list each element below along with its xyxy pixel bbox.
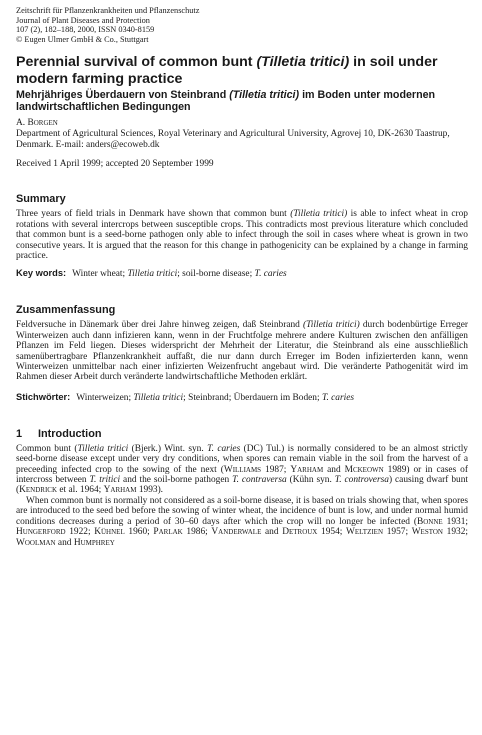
introduction-paragraph-1 (16, 444, 468, 496)
stichwort-3: ; Steinbrand; Überdauern im Boden; (183, 392, 322, 403)
title-text-end: in soil under modern farming practice (16, 54, 438, 87)
zusammenfassung-heading: Zusammenfassung (16, 304, 116, 317)
section-title: Introduction (38, 427, 102, 440)
intro-citation: Yarham (290, 464, 324, 475)
intro-text: and (55, 537, 74, 548)
article-subtitle (16, 89, 468, 113)
intro-text: (DC) Tul.) is normally considered to be an almost strictly seed-borne disease except under very dry conditions, when spores can remain viable in the soil from the harvest of a preceeding infected crop to the sowing of the next ( (16, 443, 468, 475)
intro-text: and (261, 527, 283, 538)
received-dates: Received 1 April 1999; accepted 20 September 1999 (16, 158, 214, 169)
intro-citation: Hungerford (16, 527, 66, 538)
section-number: 1 (16, 427, 23, 440)
intro-citation: Woolman (16, 537, 56, 548)
journal-masthead (16, 6, 468, 44)
subtitle-text: Mehrjähriges Überdauern von Steinbrand (16, 88, 230, 101)
intro-text: 1986; (182, 527, 212, 538)
intro-text: 1957; (383, 527, 412, 538)
stichwort-4: T. caries (321, 392, 355, 403)
intro-text: 1932; (442, 527, 468, 538)
intro-citation: Detroux (282, 527, 318, 538)
title-text: Perennial survival of common bunt (16, 54, 257, 71)
introduction-paragraph-2 (16, 496, 468, 548)
intro-citation: Yarham (103, 485, 137, 496)
intro-citation: Williams (223, 464, 262, 475)
summary-paragraph (16, 209, 468, 261)
author-affiliation: Department of Agricultural Sciences, Royal Veterinary and Agricultural University, Agrovej 10, DK-2630 Taastrup, Denmark. E-mail: anders@ecoweb.dk (16, 128, 450, 150)
stichwoerter-label: Stichwörter: (16, 391, 71, 402)
intro-text: and (323, 464, 345, 475)
stichwort-2: Tilletia tritici (133, 392, 184, 403)
intro-text: 1993). (136, 485, 164, 496)
intro-species: T. caries (207, 443, 241, 454)
intro-citation: Mckeown (344, 464, 384, 475)
intro-text: ) causing dwarf bunt ( (16, 475, 468, 496)
intro-species: T. controversa (334, 475, 389, 486)
keyword-1: Winter wheat; (72, 269, 128, 280)
intro-species: T. contraversa (232, 475, 287, 486)
author-block (16, 118, 468, 150)
subtitle-text-end: im Boden unter modernen landwirtschaftlichen Bedingungen (16, 88, 436, 113)
keyword-3: ; soil-borne disease; (177, 269, 255, 280)
author-surname: Borgen (27, 118, 58, 129)
summary-species: (Tilletia tritici) (290, 209, 348, 220)
summary-heading: Summary (16, 193, 66, 206)
journal-volume-info: 107 (2), 182–188, 2000, ISSN 0340-8159 (16, 25, 155, 35)
article-title (16, 54, 468, 86)
title-species: (Tilletia tritici) (256, 54, 350, 71)
intro-species: T. tritici (89, 475, 121, 486)
article-page (16, 6, 468, 548)
intro-text: 1987; (261, 464, 291, 475)
intro-citation: Bonne (417, 516, 443, 527)
intro-text: Common bunt ( (16, 443, 78, 454)
zusammenfassung-paragraph (16, 320, 468, 382)
stichwort-1: Winterweizen; (76, 392, 134, 403)
intro-citation: Kühnel (94, 527, 125, 538)
intro-text: 1960; (124, 527, 154, 538)
intro-text: and the soil-borne pathogen (120, 475, 233, 486)
keyword-2: Tilletia tritici (127, 269, 178, 280)
journal-name-english: Journal of Plant Diseases and Protection (16, 15, 150, 25)
keywords-label: Key words: (16, 268, 67, 279)
zusammenfassung-text-rest: durch bodenbürtige Erreger Winterweizen auch dann infizieren kann, wenn in der Fruchtfolge mehrere andere Kulturen zwischen den anfälligen Pflanzen im Feld liegen. Dieses widerspricht der Mehrheit der Literatur, die Steinbrand als eine ausschließlich samenübertragbare Pflanzenkrankheit auffaßt, die nur dann durch Erreger im Boden infizierterden kann, wenn Winterweizen unmittelbar nach einer infizierten Weizenfrucht angebaut wird. Die veränderte Pathogenität wird im Rahmen dieser Arbeit durch veränderte landwirtschaftliche Methoden erklärt. (16, 320, 468, 383)
copyright-line: © Eugen Ulmer GmbH & Co., Stuttgart (16, 34, 149, 44)
intro-species: Tilletia tritici (77, 443, 129, 454)
intro-text: 1931; (442, 516, 468, 527)
author-name (16, 118, 468, 129)
journal-name-german: Zeitschrift für Pflanzenkrankheiten und Pflanzenschutz (16, 6, 200, 15)
intro-text: 1954; (317, 527, 347, 538)
keywords-line (16, 268, 468, 280)
intro-text: et al. 1964; (57, 485, 104, 496)
zusammenfassung-text: Feldversuche in Dänemark über drei Jahre hinweg zeigen, daß Steinbrand (16, 320, 303, 331)
intro-citation: Weltzien (346, 527, 384, 538)
intro-citation: Kendrick (19, 485, 58, 496)
summary-text: Three years of field trials in Denmark have shown that common bunt (16, 209, 291, 220)
intro-citation: Vanderwale (211, 527, 262, 538)
intro-text: (Kühn syn. (286, 475, 335, 486)
summary-text-rest: is able to infect wheat in crop rotations with several intercrops between susceptible crops. This contradicts most previous literature which concluded that common bunt is a seed-borne pathogen only able to infect through the soil in cases where wheat is grown in two consecutive years. It is argued that the reason for this change in pathogenicity can be explained by a change in farming practice. (16, 209, 468, 261)
intro-text: 1989) or in cases of intercross between (16, 464, 468, 486)
intro-text: (Bjerk.) Wint. syn. (128, 443, 208, 454)
zusammenfassung-species: (Tilletia tritici) (302, 320, 360, 331)
intro-text: When common bunt is normally not considered as a soil-borne disease, it is based on trials showing that, when spores are introduced to the seed bed before the sowing of winter wheat, the incidence of bunt is low, and under normal humid conditions decreases during a period of 30–60 days after which the crop will no longer be infected ( (16, 495, 468, 527)
stichwoerter-line (16, 392, 468, 404)
intro-citation: Parlak (153, 527, 183, 538)
author-initial: A. (16, 118, 28, 129)
keyword-4: T. caries (254, 269, 287, 280)
subtitle-species: (Tilletia tritici) (229, 88, 300, 101)
intro-citation: Weston (411, 527, 443, 538)
intro-citation: Humphrey (73, 537, 115, 548)
introduction-heading (16, 428, 468, 440)
intro-text: 1922; (65, 527, 95, 538)
